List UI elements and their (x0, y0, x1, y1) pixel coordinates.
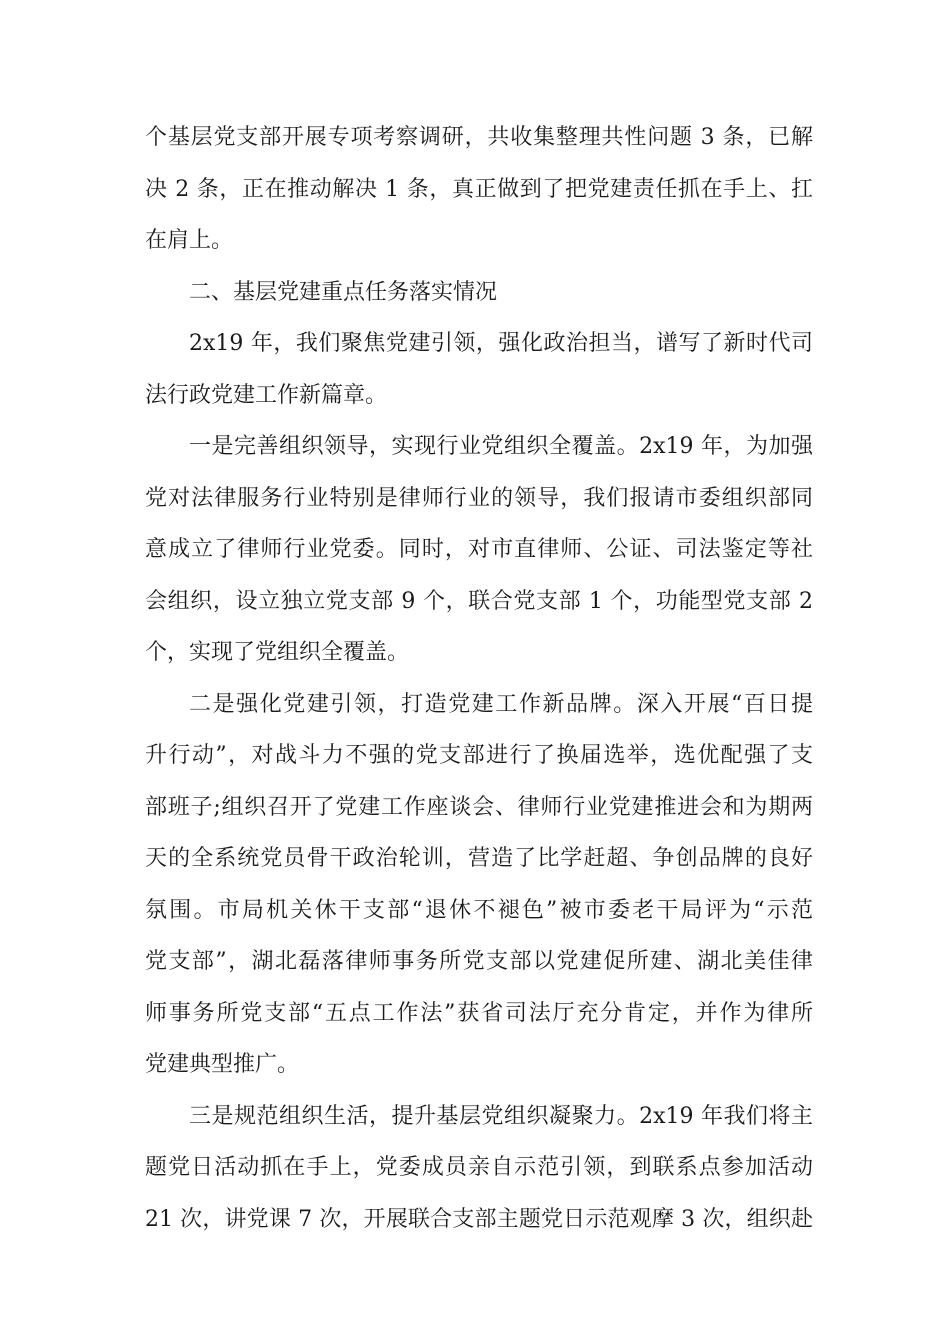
text-line: 个，实现了党组织全覆盖。 (145, 640, 410, 665)
text-line: 升行动”，对战斗力不强的党支部进行了换届选举，选优配强了支 (145, 743, 813, 768)
text-line: 党对法律服务行业特别是律师行业的领导，我们报请市委组织部同 (145, 485, 813, 511)
text-line: 会组织，设立独立党支部 9 个，联合党支部 1 个，功能型党支部 2 (145, 588, 813, 614)
text-line: 二、基层党建重点任务落实情况 (189, 279, 498, 305)
text-line: 题党日活动抓在手上，党委成员亲自示范引领，到联系点参加活动 (145, 1155, 813, 1180)
document-body (145, 112, 813, 1245)
text-line: 师事务所党支部“五点工作法”获省司法厅充分肯定，并作为律所 (145, 1000, 813, 1026)
text-line: 二是强化党建引领，打造党建工作新品牌。深入开展“百日提 (189, 691, 813, 717)
text-line: 意成立了律师行业党委。同时，对市直律师、公证、司法鉴定等社 (145, 537, 813, 562)
text-line: 党建典型推广。 (145, 1052, 300, 1077)
text-line: 在肩上。 (145, 228, 234, 253)
text-line: 一是完善组织领导，实现行业党组织全覆盖。2x19 年，为加强 (189, 434, 813, 459)
text-line: 法行政党建工作新篇章。 (145, 382, 388, 408)
text-line: 三是规范组织生活，提升基层党组织凝聚力。2x19 年我们将主 (189, 1103, 813, 1129)
text-line: 氛围。市局机关休干支部“退休不褪色”被市委老干局评为“示范 (145, 897, 813, 923)
text-line: 2x19 年，我们聚焦党建引领，强化政治担当，谱写了新时代司 (189, 331, 813, 356)
text-line: 部班子;组织召开了党建工作座谈会、律师行业党建推进会和为期两 (145, 794, 813, 820)
text-line: 21 次，讲党课 7 次，开展联合支部主题党日示范观摩 3 次，组织赴 (145, 1206, 813, 1232)
text-line: 决 2 条，正在推动解决 1 条，真正做到了把党建责任抓在手上、扛 (145, 176, 813, 202)
text-line: 天的全系统党员骨干政治轮训，营造了比学赶超、争创品牌的良好 (145, 846, 813, 871)
text-line: 个基层党支部开展专项考察调研，共收集整理共性问题 3 条，已解 (145, 125, 813, 150)
text-line: 党支部”，湖北磊落律师事务所党支部以党建促所建、湖北美佳律 (145, 949, 813, 974)
